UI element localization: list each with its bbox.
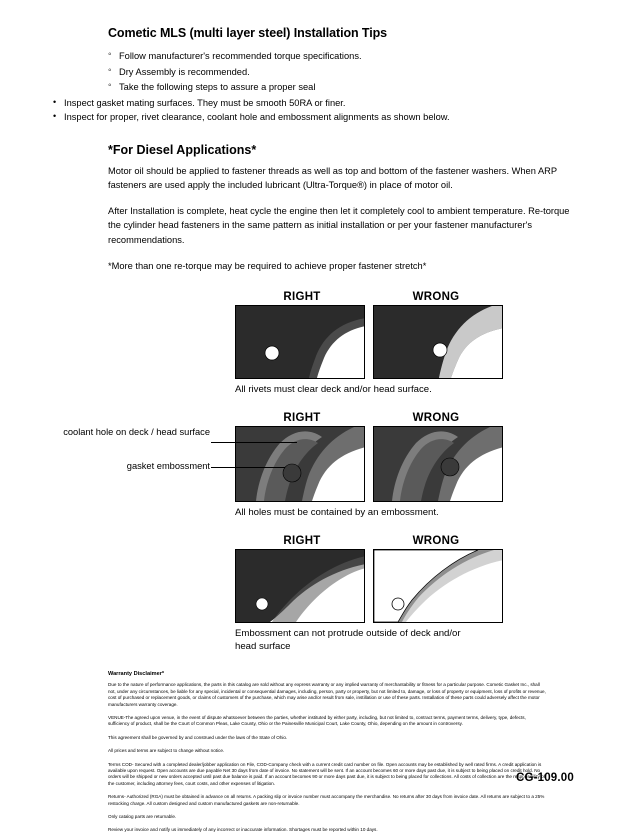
emboss-right-illustration — [236, 550, 365, 622]
warranty-paragraph: Review your invoice and notify us immediately of any incorrect or inaccurate information. Shortages must be reported within 10 days. — [108, 827, 378, 833]
list-item: ◦ Take the following steps to assure a proper seal — [108, 80, 578, 95]
figure-label-right: RIGHT — [283, 535, 321, 548]
figure-caption-2: All holes must be contained by an embossment. — [235, 507, 439, 519]
callout-line-embossment — [211, 467, 285, 468]
figure-group-rivets — [235, 291, 578, 396]
diesel-paragraph-1: Motor oil should be applied to fastener threads as well as top and bottom of the fastener washers. When ARP fasteners are used apply the included lubricant (Ultra-Torque®) in place of motor oil. — [108, 165, 557, 190]
figure-label-wrong: WRONG — [412, 412, 460, 425]
figure-panel-rivet-wrong — [373, 305, 503, 379]
list-item: ◦ Dry Assembly is recommended. — [108, 65, 578, 80]
figure-caption-3: Embossment can not protrude outside of deck and/or head surface — [235, 628, 461, 653]
figure-group-embossment — [235, 535, 578, 653]
figure-label-wrong: WRONG — [412, 535, 460, 548]
hole-wrong-illustration — [374, 427, 503, 501]
warranty-paragraph: Terms COD- Secured with a completed dealer/jobber application on File, COD-Company check with a current credit card number on file. Open accounts may be established by well rated firms. A credit application is available upon request. Open accounts are due payable Net 30 days from date of invoice. No statement will be sent. If an account becomes 60 or more days past due, it is subject to being placed on credit hold. No orders will be shipped or new orders accepted until past due balance is paid. If an account becomes 90 or more days past due, it is subject to being placed for collections. All costs of collection are the responsibility of the customer, including attorney fees, court costs, and other expenses of litigation. — [108, 761, 545, 786]
figure-panel-hole-right — [235, 426, 365, 502]
figures-section — [40, 291, 578, 653]
list-item: ◦ Follow manufacturer's recommended torque specifications. — [108, 49, 578, 64]
warranty-paragraph: VENUE-The agreed upon venue, in the event of dispute whatsoever between the parties, whether instituted by either party, including, but not limited to, contract terms, payment terms, delivery, type, defects, sufficiency of product, shall be the Court of Common Pleas, Lake County, Ohio or the Painesville Municipal Court, Lake County, Ohio, depending on the amount in controversy. — [108, 714, 526, 727]
installation-subtips-list — [40, 96, 578, 125]
figure-row — [235, 426, 503, 502]
figure-labels — [235, 412, 503, 426]
figure-row — [235, 549, 503, 623]
diesel-paragraph-3: *More than one re-torque may be required to achieve proper fastener stretch* — [108, 260, 427, 271]
figure-row — [235, 305, 503, 379]
callout-line-coolant — [211, 442, 297, 443]
warranty-paragraph: This agreement shall be governed by and construed under the laws of the State of Ohio. — [108, 734, 288, 740]
document-number: CG-109.00 — [515, 772, 574, 784]
figure-panel-emboss-right — [235, 549, 365, 623]
hole-right-illustration — [236, 427, 365, 501]
figure-caption-1: All rivets must clear deck and/or head surface. — [235, 384, 432, 396]
rivet-right-illustration — [236, 306, 365, 378]
installation-tips-list — [108, 49, 578, 95]
figure-panel-rivet-right — [235, 305, 365, 379]
figure-label-right: RIGHT — [283, 291, 321, 304]
emboss-wrong-illustration — [374, 550, 503, 622]
callout-gasket-embossment: gasket embossment — [126, 461, 210, 472]
warranty-heading: Warranty Disclaimer* — [108, 671, 165, 678]
figure-label-right: RIGHT — [283, 412, 321, 425]
figure-label-wrong: WRONG — [412, 291, 460, 304]
warranty-paragraph: Due to the nature of performance applications, the parts in this catalog are sold without any express warranty or any implied warranty of merchantability or fitness for a particular purpose. Cometic Gasket Inc., shall not, under any circumstances, be liable for any special, incidental or consequential damages, including, person, party or property, but not limited to, damage, or loss of property or equipment, loss of profits or revenue, cost of purchased or replacement goods, or claims of customers of the purchase, which may arise and/or result from sale, instillation or use of these parts. Installation of these parts could adversely affect the motor manufacturers warranty coverage. — [108, 682, 546, 707]
figure-labels — [235, 535, 503, 549]
warranty-paragraph: Only catalog parts are returnable. — [108, 813, 177, 819]
rivet-wrong-illustration — [374, 306, 503, 378]
figure-labels — [235, 291, 503, 305]
warranty-paragraph: All prices and terms are subject to change without notice. — [108, 748, 225, 754]
list-item: • Inspect gasket mating surfaces. They must be smooth 50RA or finer. — [51, 96, 578, 111]
diesel-section-heading: *For Diesel Applications* — [108, 142, 257, 157]
figure-panel-hole-wrong — [373, 426, 503, 502]
warranty-paragraph: Returns- Authorized (RGA) must be obtained in advance on all returns. A packing slip or invoice number must accompany the merchandise. No returns after 30 days from invoice date. All returns are subject to a 25% restocking charge. All custom designed and custom manufactured gaskets are non-returnable. — [108, 794, 545, 806]
diesel-paragraph-2: After Installation is complete, heat cycle the engine then let it completely cool to ambient temperature. Re-torque the cylinder head fasteners in the same pattern as initial installation or per your fastener manufacturer's recommendations. — [108, 206, 570, 245]
list-item: • Inspect for proper, rivet clearance, coolant hole and embossment alignments as shown below. — [51, 110, 578, 125]
figure-group-holes — [63, 412, 578, 519]
page-title: Cometic MLS (multi layer steel) Installation Tips — [108, 26, 387, 40]
callout-coolant-hole: coolant hole on deck / head surface — [63, 427, 210, 438]
figure-panel-emboss-wrong — [373, 549, 503, 623]
warranty-section — [108, 671, 548, 834]
